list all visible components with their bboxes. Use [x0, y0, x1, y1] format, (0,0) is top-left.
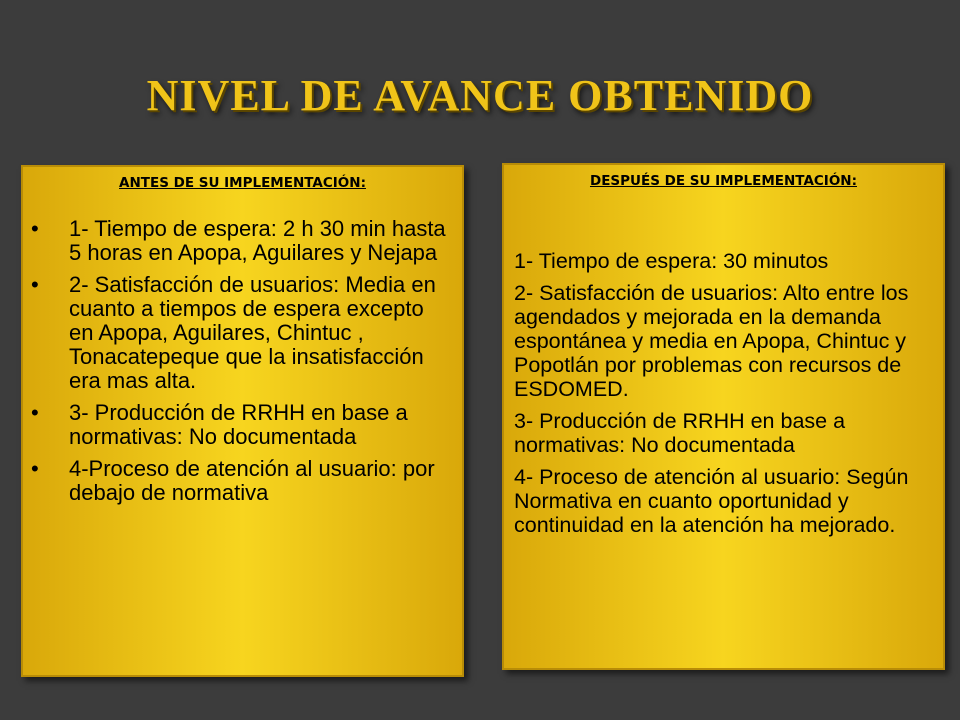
after-item-1: 1- Tiempo de espera: 30 minutos	[514, 249, 829, 273]
bullet-icon: •	[31, 272, 39, 297]
before-item-2	[31, 272, 452, 393]
after-list	[504, 249, 943, 537]
before-item-1	[31, 216, 452, 265]
after-implementation-panel	[502, 163, 945, 670]
after-heading: DESPUÉS DE SU IMPLEMENTACIÓN:	[589, 173, 857, 189]
after-item-4: 4- Proceso de atención al usuario: Según Normativa en cuanto oportunidad y continuidad en la atención ha mejorado.	[514, 465, 909, 537]
after-item-2: 2- Satisfacción de usuarios: Alto entre los agendados y mejorada en la demanda espontánea y media en Apopa, Chintuc y Popotlán por problemas con recursos de ESDOMED.	[514, 281, 909, 401]
before-heading: ANTES DE SU IMPLEMENTACIÓN:	[119, 175, 366, 191]
before-item-text: 2- Satisfacción de usuarios: Media en cuanto a tiempos de espera excepto en Apopa, Aguilares, Chintuc , Tonacatepeque que la insatisfacción era mas alta.	[69, 272, 436, 393]
before-list	[23, 217, 462, 505]
after-item-3: 3- Producción de RRHH en base a normativas: No documentada	[514, 409, 846, 457]
before-item-text: 4-Proceso de atención al usuario: por debajo de normativa	[69, 456, 435, 505]
before-implementation-panel	[21, 165, 464, 677]
bullet-icon: •	[31, 400, 39, 425]
before-item-text: 3- Producción de RRHH en base a normativas: No documentada	[69, 400, 408, 449]
before-item-3	[31, 400, 452, 449]
before-item-4	[31, 456, 452, 505]
slide-title: NIVEL DE AVANCE OBTENIDO	[146, 71, 814, 120]
bullet-icon: •	[31, 456, 39, 481]
before-item-text: 1- Tiempo de espera: 2 h 30 min hasta 5 horas en Apopa, Aguilares y Nejapa	[69, 216, 446, 265]
bullet-icon: •	[31, 216, 39, 241]
